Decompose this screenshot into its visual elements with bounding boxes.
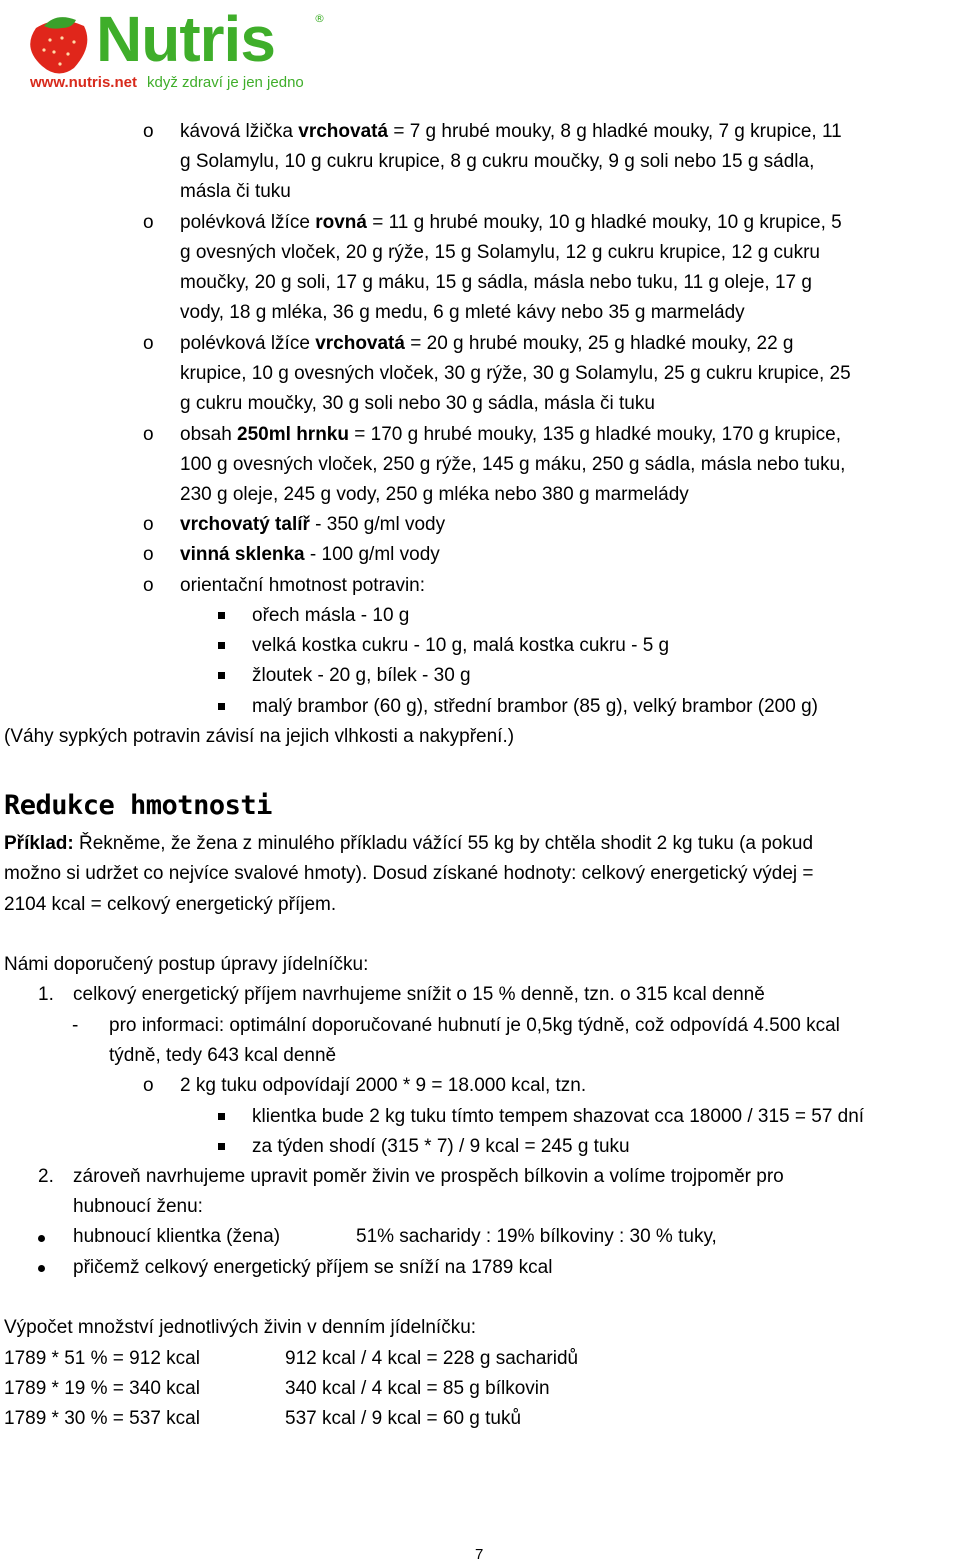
square-bullet-icon: [218, 642, 225, 649]
step-text-continued: hubnoucí ženu:: [73, 1196, 203, 1217]
example-paragraph: Příklad: Řekněme, že žena z minulého příkladu vážící 55 kg by chtěla shodit 2 kg tuku (a pokud: [4, 833, 814, 854]
square-bullet-icon: [218, 1113, 225, 1120]
list-item: obsah 250ml hrnku = 170 g hrubé mouky, 135 g hladké mouky, 170 g krupice,: [180, 424, 841, 445]
step-number: 2.: [38, 1166, 54, 1187]
list-item-continued: g ovesných vloček, 20 g rýže, 15 g Solamylu, 12 g cukru krupice, 12 g cukru: [180, 242, 820, 263]
square-bullet-icon: [218, 703, 225, 710]
strawberry-icon: [22, 10, 94, 76]
info-text-continued: týdně, tedy 643 kcal denně: [109, 1045, 337, 1066]
sublist-item: malý brambor (60 g), střední brambor (85 g), velký brambor (200 g): [252, 696, 818, 717]
example-paragraph-line: možno si udržet co nejvíce svalové hmoty). Dosud získané hodnoty: celkový energetický výdej =: [4, 863, 814, 884]
bullet-dot-icon: [38, 1265, 45, 1272]
step-text: zároveň navrhujeme upravit poměr živin ve prospěch bílkovin a volíme trojpoměr pro: [73, 1166, 784, 1187]
logo-brand: Nutris: [96, 3, 275, 75]
note: (Váhy sypkých potravin závisí na jejich vlhkosti a nakypření.): [4, 726, 515, 747]
logo-slogan: když zdraví je jen jedno: [147, 74, 304, 91]
client-ratio: 51% sacharidy : 19% bílkoviny : 30 % tuky,: [356, 1226, 717, 1247]
list-bullet: o: [143, 514, 154, 535]
calc-right: 912 kcal / 4 kcal = 228 g sacharidů: [285, 1348, 579, 1369]
sublist-item: velká kostka cukru - 10 g, malá kostka cukru - 5 g: [252, 635, 670, 656]
list-item-continued: moučky, 20 g soli, 17 g máku, 15 g sádla, másla nebo tuku, 11 g oleje, 17 g: [180, 272, 812, 293]
section-heading: Redukce hmotnosti: [4, 790, 272, 821]
calc-left: 1789 * 19 % = 340 kcal: [4, 1378, 200, 1399]
logo-registered-mark: ®: [314, 12, 325, 25]
list-item: polévková lžíce rovná = 11 g hrubé mouky, 10 g hladké mouky, 10 g krupice, 5: [180, 212, 842, 233]
procedure-title: Námi doporučený postup úpravy jídelníčku:: [4, 954, 369, 975]
step-text: celkový energetický příjem navrhujeme snížit o 15 % denně, tzn. o 315 kcal denně: [73, 984, 765, 1005]
fat-calc: 2 kg tuku odpovídají 2000 * 9 = 18.000 kcal, tzn.: [180, 1075, 587, 1096]
nutris-logo: [22, 3, 325, 96]
fat-item: klientka bude 2 kg tuku tímto tempem shazovat cca 18000 / 315 = 57 dní: [252, 1106, 865, 1127]
page-number: 7: [475, 1546, 484, 1563]
list-item-continued: másla či tuku: [180, 181, 291, 202]
list-bullet: o: [143, 333, 154, 354]
sublist-item: žloutek - 20 g, bílek - 30 g: [252, 665, 471, 686]
sublist-item: ořech másla - 10 g: [252, 605, 410, 626]
list-item-continued: 100 g ovesných vloček, 250 g rýže, 145 g máku, 250 g sádla, másla nebo tuku,: [180, 454, 846, 475]
square-bullet-icon: [218, 672, 225, 679]
list-bullet: o: [143, 121, 154, 142]
list-bullet: o: [143, 424, 154, 445]
list-bullet: o: [143, 544, 154, 565]
sub-bullet: o: [143, 1075, 154, 1096]
calc-left: 1789 * 30 % = 537 kcal: [4, 1408, 200, 1429]
info-text: pro informaci: optimální doporučované hubnutí je 0,5kg týdně, což odpovídá 4.500 kcal: [109, 1015, 840, 1036]
list-item: polévková lžíce vrchovatá = 20 g hrubé mouky, 25 g hladké mouky, 22 g: [180, 333, 794, 354]
list-item: vinná sklenka - 100 g/ml vody: [180, 544, 440, 565]
list-item-continued: g cukru moučky, 30 g soli nebo 30 g sádla, másla či tuku: [180, 393, 655, 414]
calc-right: 537 kcal / 9 kcal = 60 g tuků: [285, 1408, 522, 1429]
logo-url: www.nutris.net: [30, 74, 137, 91]
list-item: orientační hmotnost potravin:: [180, 575, 426, 596]
list-bullet: o: [143, 212, 154, 233]
list-item-continued: g Solamylu, 10 g cukru krupice, 8 g cukru moučky, 9 g soli nebo 15 g sádla,: [180, 151, 815, 172]
list-item-continued: 230 g oleje, 245 g vody, 250 g mléka nebo 380 g marmelády: [180, 484, 689, 505]
calc-left: 1789 * 51 % = 912 kcal: [4, 1348, 200, 1369]
fat-item: za týden shodí (315 * 7) / 9 kcal = 245 g tuku: [252, 1136, 630, 1157]
example-paragraph-line: 2104 kcal = celkový energetický příjem.: [4, 894, 337, 915]
list-item: vrchovatý talíř - 350 g/ml vody: [180, 514, 446, 535]
list-item-continued: vody, 18 g mléka, 36 g medu, 6 g mleté kávy nebo 35 g marmelády: [180, 302, 745, 323]
calc-right: 340 kcal / 4 kcal = 85 g bílkovin: [285, 1378, 550, 1399]
step-number: 1.: [38, 984, 54, 1005]
list-item-continued: krupice, 10 g ovesných vloček, 30 g rýže, 30 g Solamylu, 25 g cukru krupice, 25: [180, 363, 851, 384]
intake-drop: přičemž celkový energetický příjem se sníží na 1789 kcal: [73, 1257, 553, 1278]
square-bullet-icon: [218, 612, 225, 619]
square-bullet-icon: [218, 1143, 225, 1150]
list-item: kávová lžička vrchovatá = 7 g hrubé mouky, 8 g hladké mouky, 7 g krupice, 11: [180, 121, 842, 142]
client-label: hubnoucí klientka (žena): [73, 1226, 281, 1247]
calc-title: Výpočet množství jednotlivých živin v denním jídelníčku:: [4, 1317, 477, 1338]
list-bullet: o: [143, 575, 154, 596]
dash-bullet: -: [72, 1015, 79, 1036]
bullet-dot-icon: [38, 1235, 45, 1242]
